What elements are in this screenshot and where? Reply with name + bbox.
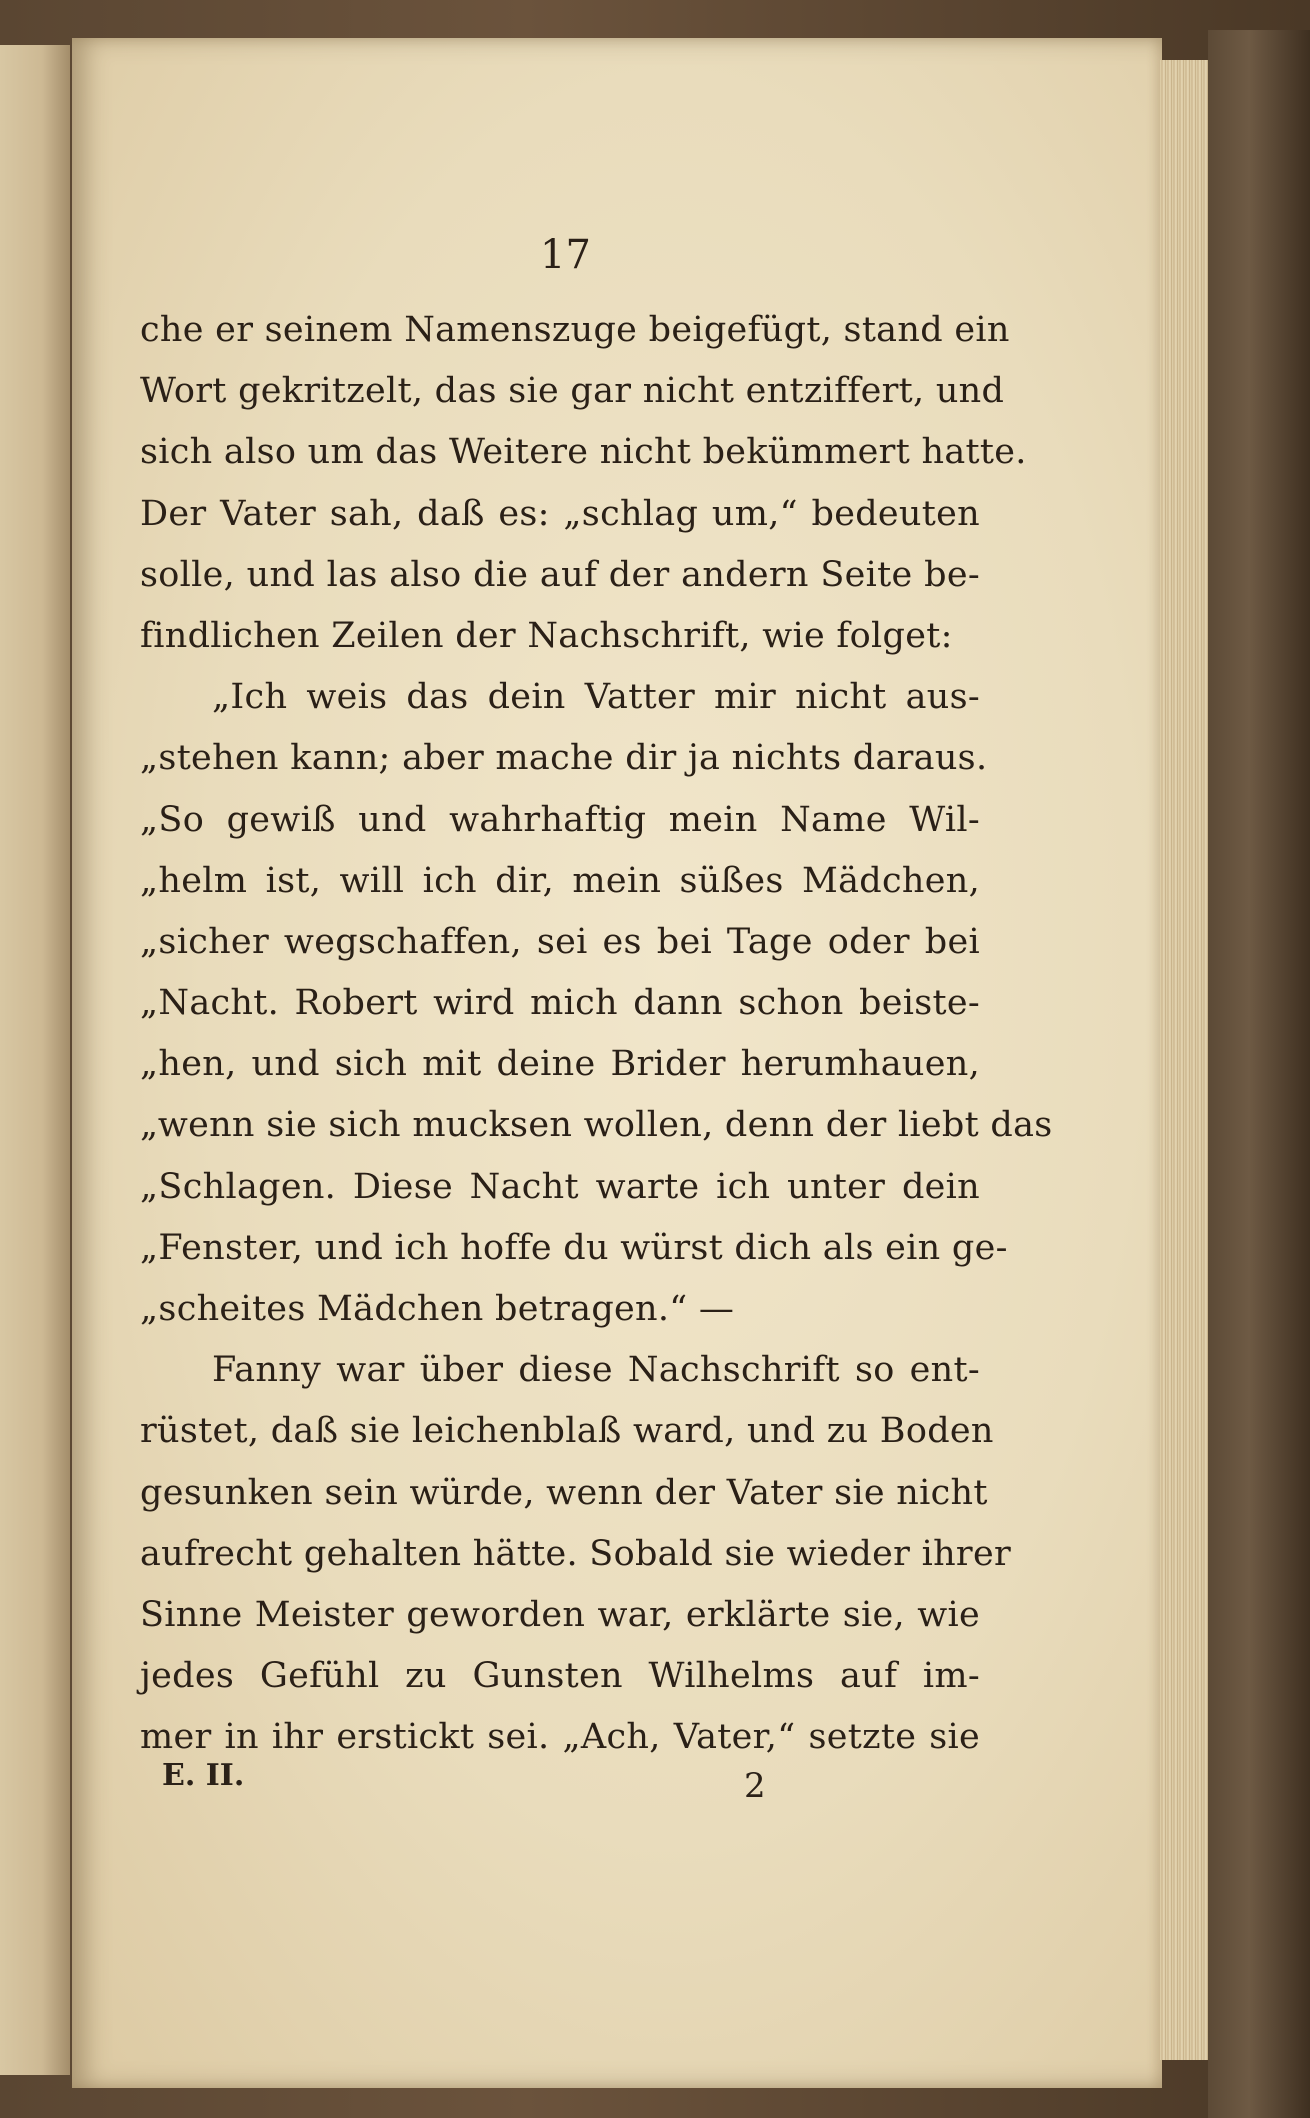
text-line: „Schlagen. Diese Nacht warte ich unter dein xyxy=(140,1166,980,1207)
text-line: „Nacht. Robert wird mich dann schon beiste- xyxy=(140,983,980,1024)
text-line: mer in ihr erstickt sei. „Ach, Vater,“ setzte sie xyxy=(140,1717,980,1758)
text-line: findlichen Zeilen der Nachschrift, wie folget: xyxy=(140,615,953,656)
text-line: „So gewiß und wahrhaftig mein Name Wil- xyxy=(140,799,980,840)
text-line: che er seinem Namenszuge beigefügt, stand ein xyxy=(140,310,1010,350)
book-cover-edge xyxy=(1208,30,1310,2118)
text-line: aufrecht gehalten hätte. Sobald sie wieder ihrer xyxy=(140,1533,1011,1574)
page-number: 17 xyxy=(540,232,591,278)
text-line: Der Vater sah, daß es: „schlag um,“ bedeuten xyxy=(140,493,980,534)
text-line: Fanny war über diese Nachschrift so ent- xyxy=(212,1350,980,1391)
text-line: „wenn sie sich mucksen wollen, denn der liebt das xyxy=(140,1105,1053,1146)
text-line: rüstet, daß sie leichenblaß ward, und zu Boden xyxy=(140,1411,994,1452)
text-line: solle, und las also die auf der andern Seite be- xyxy=(140,554,980,595)
text-line: „helm ist, will ich dir, mein süßes Mädchen, xyxy=(140,860,980,901)
text-line: „hen, und sich mit deine Brider herumhauen, xyxy=(140,1044,980,1085)
text-line: „sicher wegschaffen, sei es bei Tage oder bei xyxy=(140,921,980,962)
text-line: „stehen kann; aber mache dir ja nichts daraus. xyxy=(140,738,988,779)
text-line: „Fenster, und ich hoffe du würst dich als ein ge- xyxy=(140,1227,1008,1268)
text-line: „scheites Mädchen betragen.“ — xyxy=(140,1289,735,1329)
printer-signature: E. II. xyxy=(162,1758,245,1793)
page-stack-edges xyxy=(1160,60,1208,2060)
text-line: Sinne Meister geworden war, erklärte sie, wie xyxy=(140,1594,980,1635)
body-text xyxy=(140,300,1053,1769)
quire-number: 2 xyxy=(744,1766,766,1806)
text-line: sich also um das Weitere nicht bekümmert hatte. xyxy=(140,432,1027,473)
text-line: gesunken sein würde, wenn der Vater sie nicht xyxy=(140,1472,988,1513)
text-line: „Ich weis das dein Vatter mir nicht aus- xyxy=(212,677,980,718)
text-line: jedes Gefühl zu Gunsten Wilhelms auf im- xyxy=(140,1656,980,1697)
text-line: Wort gekritzelt, das sie gar nicht entziffert, und xyxy=(140,371,1005,412)
left-page-edge xyxy=(0,45,70,2075)
